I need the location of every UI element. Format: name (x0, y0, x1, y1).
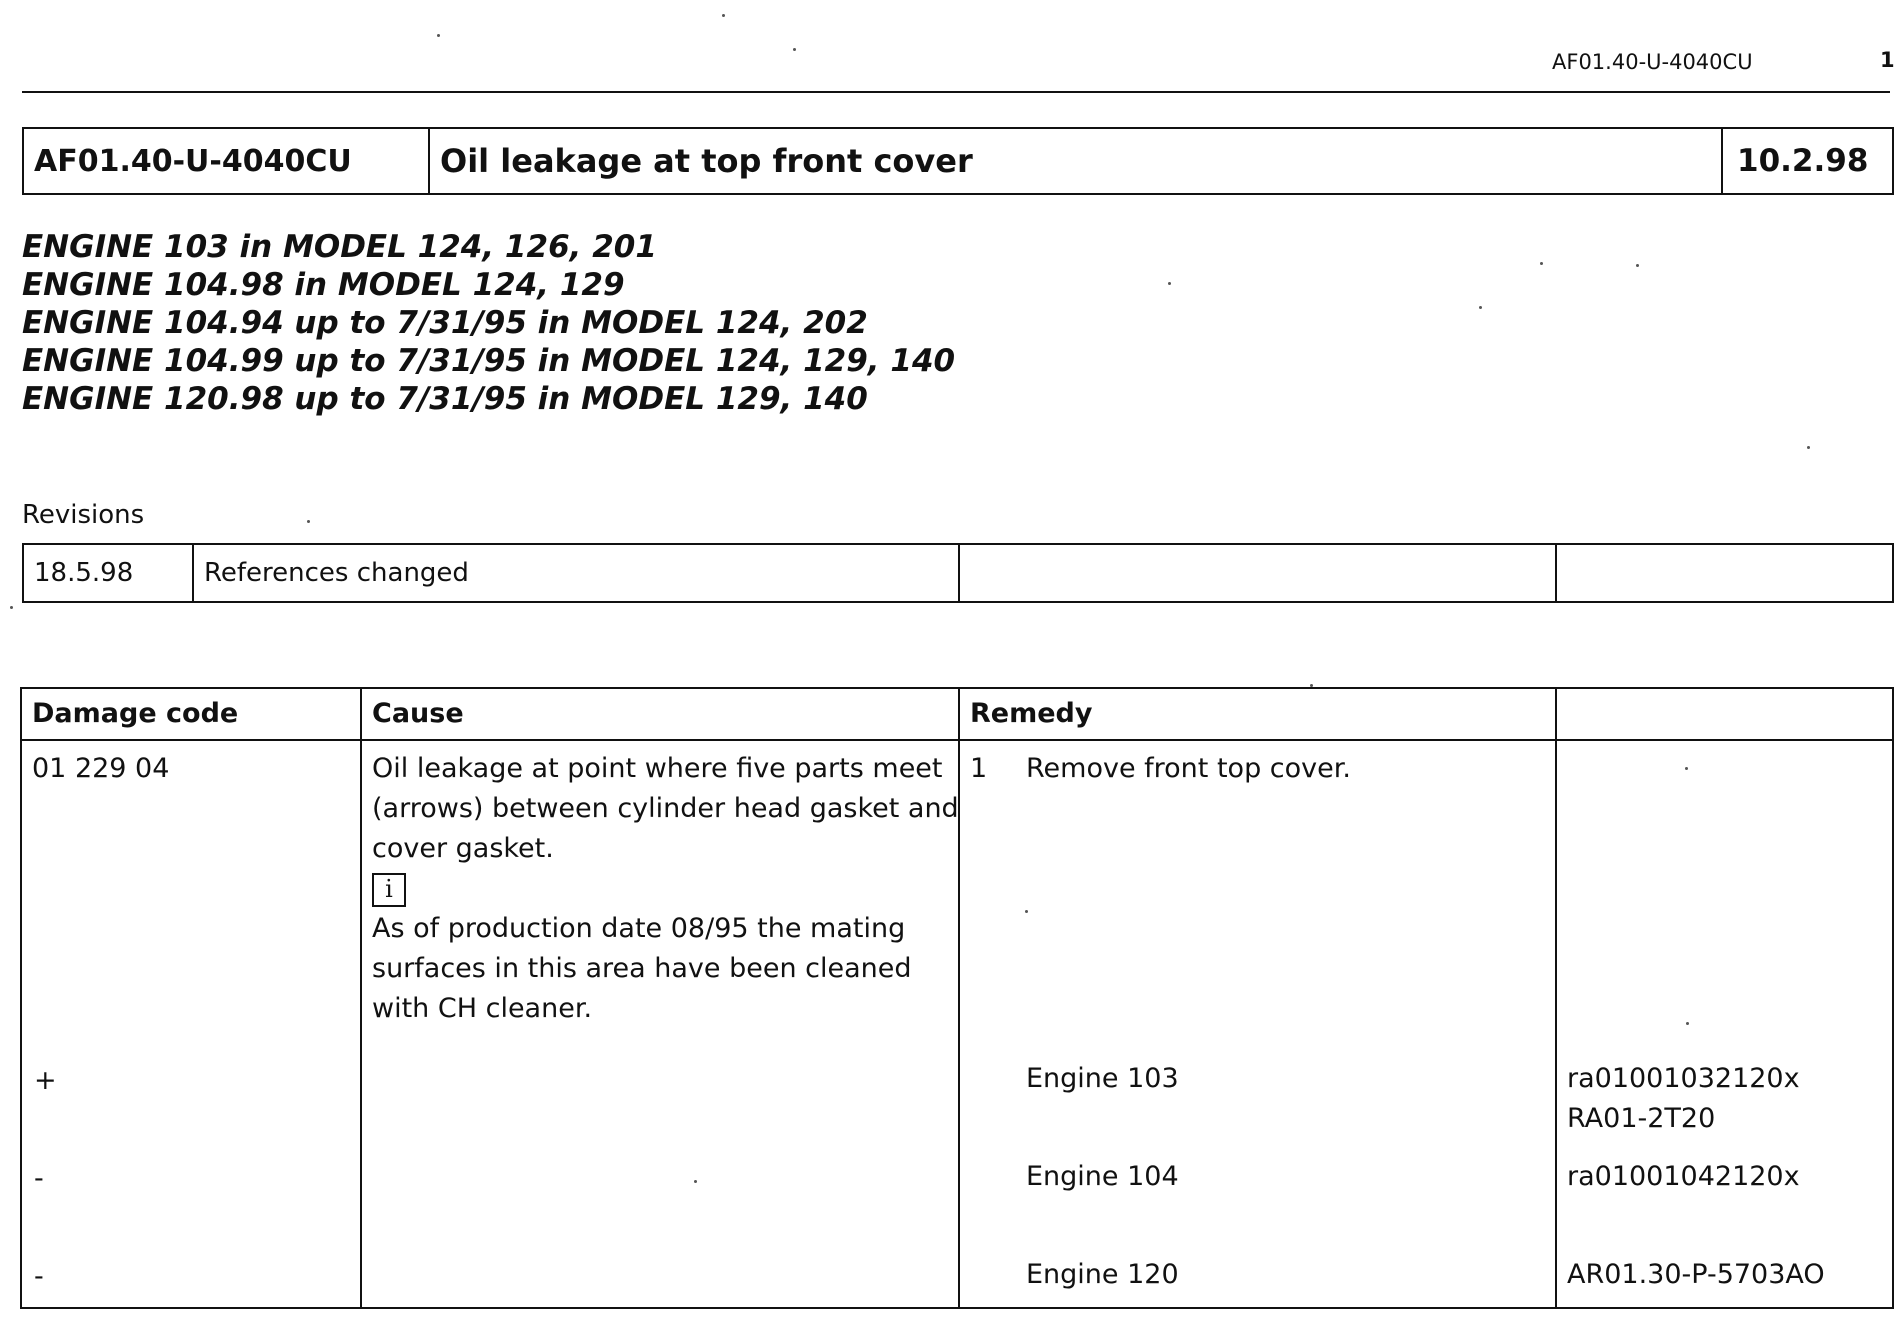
document-date: 10.2.98 (1722, 128, 1893, 194)
scan-speck (1168, 282, 1171, 285)
applicability-list (22, 228, 955, 418)
scan-speck (793, 48, 796, 51)
damage-table-row (21, 740, 1893, 1308)
reference-link[interactable]: RA01-2T20 (1567, 1103, 1716, 1134)
revision-date: 18.5.98 (23, 544, 193, 602)
cause-note-line: surfaces in this area have been cleaned (372, 953, 912, 984)
damage-code: 01 229 04 (32, 753, 170, 784)
remedy-engine: Engine 103 (1026, 1063, 1179, 1094)
cause-cell (361, 740, 959, 1308)
revision-text: References changed (193, 544, 959, 602)
remedy-engine: Engine 120 (1026, 1259, 1179, 1290)
scan-speck (1540, 262, 1543, 265)
document-title: Oil leakage at top front cover (429, 128, 1722, 194)
scan-speck (1636, 264, 1639, 267)
reference-link[interactable]: ra01001032120x (1567, 1063, 1800, 1094)
revision-row (23, 544, 1893, 602)
cause-note-line: with CH cleaner. (372, 993, 593, 1024)
remedy-step-number: 1 (970, 753, 988, 784)
document-code: AF01.40-U-4040CU (23, 128, 429, 194)
info-icon: i (372, 873, 406, 907)
applicability-line: ENGINE 120.98 up to 7/31/95 in MODEL 129, 140 (22, 381, 868, 417)
applicability-line: ENGINE 103 in MODEL 124, 126, 201 (22, 229, 657, 265)
scan-speck (1686, 1022, 1689, 1025)
remedy-engine: Engine 104 (1026, 1161, 1179, 1192)
revisions-table (22, 543, 1894, 603)
applicability-line: ENGINE 104.94 up to 7/31/95 in MODEL 124, 202 (22, 305, 868, 341)
revisions-label: Revisions (22, 500, 145, 530)
cause-line: (arrows) between cylinder head gasket and (372, 793, 959, 824)
scan-speck (307, 520, 310, 523)
applicability-line: ENGINE 104.99 up to 7/31/95 in MODEL 124, 129, 140 (22, 343, 956, 379)
header-remedy: Remedy (959, 688, 1556, 740)
damage-table-header (21, 688, 1893, 740)
revision-col4 (1556, 544, 1893, 602)
remedy-step-text: Remove front top cover. (1026, 753, 1351, 784)
cause-note-line: As of production date 08/95 the mating (372, 913, 906, 944)
revision-col3 (959, 544, 1556, 602)
reference-cell (1556, 740, 1893, 1308)
damage-code-cell (21, 740, 361, 1308)
scan-speck (1025, 910, 1028, 913)
cause-line: Oil leakage at point where five parts meet (372, 753, 943, 784)
scan-speck (1807, 446, 1810, 449)
header-reference (1556, 688, 1893, 740)
reference-link[interactable]: AR01.30-P-5703AO (1567, 1259, 1825, 1290)
scan-speck (10, 606, 13, 609)
header-rule (22, 91, 1890, 93)
engine-marker: - (34, 1163, 44, 1194)
applicability-line: ENGINE 104.98 in MODEL 124, 129 (22, 267, 625, 303)
damage-table (20, 687, 1894, 1309)
running-header-doc-id: AF01.40-U-4040CU (1552, 50, 1753, 74)
remedy-step (970, 749, 1545, 789)
reference-link[interactable]: ra01001042120x (1567, 1161, 1800, 1192)
scan-speck (694, 1180, 697, 1183)
scan-speck (1479, 306, 1482, 309)
page-number: 1 (1880, 48, 1895, 72)
scan-speck (1685, 767, 1688, 770)
title-box (22, 127, 1894, 195)
scan-speck (437, 34, 440, 37)
cause-line: cover gasket. (372, 833, 554, 864)
scan-speck (722, 14, 725, 17)
header-damage-code: Damage code (21, 688, 361, 740)
engine-marker: - (34, 1261, 44, 1292)
scan-speck (1310, 684, 1313, 687)
header-cause: Cause (361, 688, 959, 740)
remedy-cell (959, 740, 1556, 1308)
engine-marker: + (34, 1065, 57, 1096)
